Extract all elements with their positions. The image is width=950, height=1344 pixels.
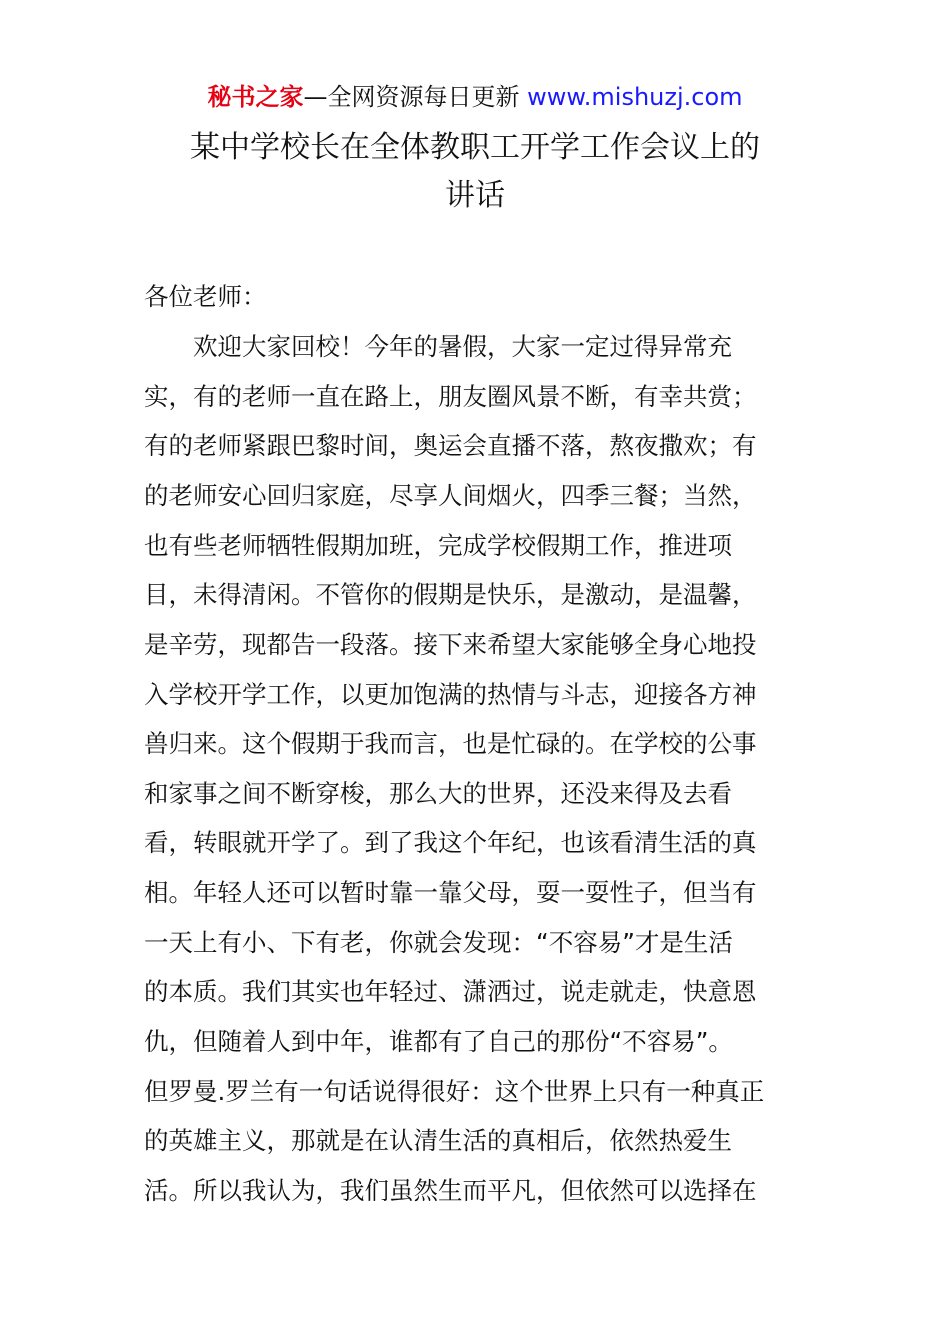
paragraph-line: 仇，但随着人到中年，谁都有了自己的那份“不容易”。 bbox=[144, 1027, 733, 1056]
paragraph-line: 入学校开学工作，以更加饱满的热情与斗志，迎接各方神 bbox=[144, 680, 757, 709]
document-title-line-1: 某中学校长在全体教职工开学工作会议上的 bbox=[190, 130, 760, 165]
site-header bbox=[0, 80, 950, 114]
brand-name: 秘书之家 bbox=[207, 83, 304, 111]
header-tagline: —全网资源每日更新 bbox=[303, 83, 528, 111]
paragraph-line: 目，未得清闲。不管你的假期是快乐，是激动，是温馨， bbox=[144, 580, 757, 609]
paragraph-line: 是辛劳，现都告一段落。接下来希望大家能够全身心地投 bbox=[144, 630, 757, 659]
paragraph-line: 的老师安心回归家庭，尽享人间烟火，四季三餐；当然， bbox=[144, 481, 757, 510]
paragraph-line: 活。所以我认为，我们虽然生而平凡，但依然可以选择在 bbox=[144, 1176, 757, 1205]
paragraph-line: 和家事之间不断穿梭，那么大的世界，还没来得及去看 bbox=[144, 779, 732, 808]
salutation: 各位老师： bbox=[144, 282, 267, 311]
paragraph-line: 的英雄主义，那就是在认清生活的真相后，依然热爱生 bbox=[144, 1126, 732, 1155]
document-title-line-2: 讲话 bbox=[445, 178, 505, 213]
paragraph-line: 看，转眼就开学了。到了我这个年纪，也该看清生活的真 bbox=[144, 828, 757, 857]
paragraph-line: 的本质。我们其实也年轻过、潇洒过，说走就走，快意恩 bbox=[144, 977, 757, 1006]
paragraph-line: 实，有的老师一直在路上，朋友圈风景不断，有幸共赏； bbox=[144, 382, 757, 411]
paragraph-line: 也有些老师牺牲假期加班，完成学校假期工作，推进项 bbox=[144, 531, 732, 560]
paragraph-line: 但罗曼.罗兰有一句话说得很好：这个世界上只有一种真正 bbox=[144, 1077, 765, 1106]
paragraph-line: 有的老师紧跟巴黎时间，奥运会直播不落，熬夜撒欢；有 bbox=[144, 431, 757, 460]
site-url: www.mishuzj.com bbox=[527, 83, 743, 111]
paragraph-line: 兽归来。这个假期于我而言，也是忙碌的。在学校的公事 bbox=[144, 729, 757, 758]
paragraph-line: 欢迎大家回校！今年的暑假，大家一定过得异常充 bbox=[144, 332, 732, 361]
paragraph-line: 一天上有小、下有老，你就会发现：“不容易”才是生活 bbox=[144, 928, 733, 957]
paragraph-line: 相。年轻人还可以暂时靠一靠父母，耍一耍性子，但当有 bbox=[144, 878, 757, 907]
